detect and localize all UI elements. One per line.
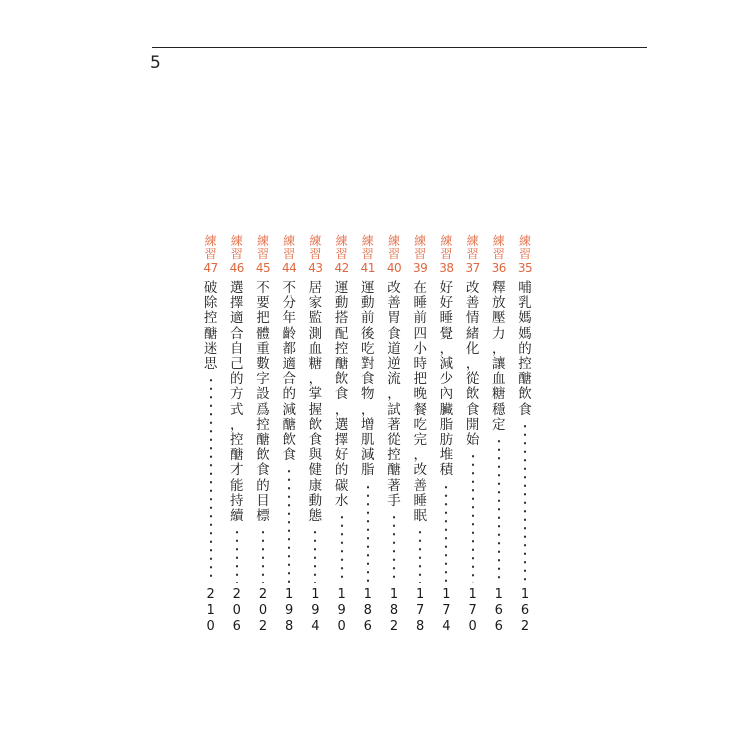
entry-title: 不 要 把 體 重 數 字 設 爲 控 醣 飲 食 的 目 標 (256, 280, 270, 525)
chapter-number: 45 (255, 261, 271, 275)
entry-title: 破 除 控 醣 迷 思 (203, 280, 218, 373)
entry-title: 運 動 前 後 吃 對 食 物 ， 增 肌 減 脂 (361, 280, 375, 479)
chapter-label: 練 習 (440, 234, 453, 261)
toc-entry[interactable] (200, 235, 222, 635)
chapter-tag (334, 235, 348, 275)
entry-title: 運 動 搭 配 控 醣 飲 食 ， 選 擇 好 的 碳 水 (334, 280, 349, 509)
dot-leader (366, 483, 370, 583)
entry-page-number: 1 9 4 (311, 587, 320, 634)
dot-leader (340, 513, 344, 583)
entry-title: 改 善 情 緒 化 ， 從 飲 食 開 始 (465, 280, 480, 449)
entry-page-number: 1 7 8 (416, 587, 425, 634)
dot-leader (261, 528, 265, 583)
entry-page-number: 1 7 4 (442, 587, 451, 634)
toc-entry[interactable] (514, 235, 536, 635)
header-rule (152, 47, 647, 48)
chapter-label: 練 習 (518, 234, 531, 261)
chapter-tag (387, 235, 401, 275)
toc-entry[interactable] (304, 235, 326, 635)
chapter-label: 練 習 (387, 234, 400, 261)
entry-title: 釋 放 壓 力 ， 讓 血 糖 穩 定 (492, 280, 506, 433)
dot-leader (287, 467, 291, 583)
chapter-label: 練 習 (414, 234, 427, 261)
entry-title: 居 家 監 測 血 糖 ， 掌 握 飲 食 與 健 康 動 態 (308, 280, 323, 525)
entry-page-number: 1 8 6 (363, 587, 372, 634)
entry-page-number: 2 0 6 (232, 587, 241, 634)
entry-page-number: 1 6 6 (494, 587, 503, 634)
table-of-contents (196, 235, 536, 645)
chapter-label: 練 習 (466, 234, 479, 261)
chapter-number: 38 (439, 261, 454, 275)
chapter-tag (230, 235, 244, 275)
chapter-number: 37 (465, 261, 480, 275)
chapter-tag (308, 235, 322, 275)
entry-page-number: 2 1 0 (206, 587, 215, 634)
chapter-number: 36 (491, 261, 506, 275)
chapter-number: 41 (360, 261, 375, 275)
entry-title: 選 擇 適 合 自 己 的 方 式 ， 控 醣 才 能 持 續 (230, 280, 244, 525)
dot-leader (497, 437, 501, 583)
chapter-tag (203, 235, 217, 275)
entry-page-number: 1 7 0 (468, 587, 477, 634)
dot-leader (418, 528, 422, 583)
chapter-tag (518, 235, 532, 275)
dot-leader (209, 376, 213, 583)
chapter-label: 練 習 (283, 234, 296, 261)
dot-leader (313, 528, 317, 583)
toc-entry[interactable] (357, 235, 379, 635)
chapter-tag (361, 235, 375, 275)
toc-entry[interactable] (435, 235, 457, 635)
chapter-number: 44 (282, 261, 297, 275)
dot-leader (235, 528, 239, 583)
chapter-label: 練 習 (230, 234, 243, 261)
chapter-number: 39 (413, 261, 428, 275)
chapter-label: 練 習 (335, 234, 348, 261)
entry-page-number: 1 8 2 (389, 587, 399, 634)
toc-entry[interactable] (488, 235, 510, 635)
entry-title: 在 睡 前 四 小 時 把 晚 餐 吃 完 ， 改 善 睡 眠 (413, 280, 427, 525)
entry-title: 改 善 胃 食 道 逆 流 ， 試 著 從 控 醣 著 手 (387, 280, 401, 509)
chapter-label: 練 習 (309, 234, 322, 261)
chapter-number: 40 (386, 261, 402, 275)
toc-entry[interactable] (278, 235, 300, 635)
entry-title: 哺 乳 媽 媽 的 控 醣 飲 食 (518, 280, 532, 418)
chapter-tag (282, 235, 296, 275)
chapter-number: 43 (308, 261, 323, 275)
chapter-label: 練 習 (361, 234, 374, 261)
chapter-label: 練 習 (204, 234, 217, 261)
chapter-number: 35 (517, 261, 533, 275)
chapter-label: 練 習 (256, 234, 269, 261)
chapter-tag (492, 235, 506, 275)
chapter-tag (256, 235, 270, 275)
entry-page-number: 2 0 2 (258, 587, 268, 634)
chapter-number: 47 (203, 261, 218, 275)
chapter-number: 42 (334, 261, 349, 275)
page-number: 5 (150, 53, 161, 73)
entry-page-number: 1 9 0 (337, 587, 346, 634)
chapter-tag (413, 235, 427, 275)
toc-entry[interactable] (226, 235, 248, 635)
toc-entry[interactable] (331, 235, 353, 635)
toc-entry[interactable] (409, 235, 431, 635)
entry-title: 不 分 年 齡 都 適 合 的 減 醣 飲 食 (282, 280, 296, 464)
entry-page-number: 1 6 2 (520, 587, 530, 634)
chapter-number: 46 (229, 261, 244, 275)
chapter-label: 練 習 (492, 234, 505, 261)
toc-entry[interactable] (462, 235, 484, 635)
chapter-tag (439, 235, 453, 275)
dot-leader (392, 513, 396, 583)
dot-leader (471, 452, 475, 583)
chapter-tag (465, 235, 479, 275)
toc-entry[interactable] (252, 235, 274, 635)
entry-title: 好 好 睡 覺 ， 減 少 內 臟 脂 肪 堆 積 (439, 280, 454, 479)
toc-entry[interactable] (383, 235, 405, 635)
entry-page-number: 1 9 8 (285, 587, 294, 634)
dot-leader (523, 422, 527, 583)
dot-leader (444, 483, 448, 583)
